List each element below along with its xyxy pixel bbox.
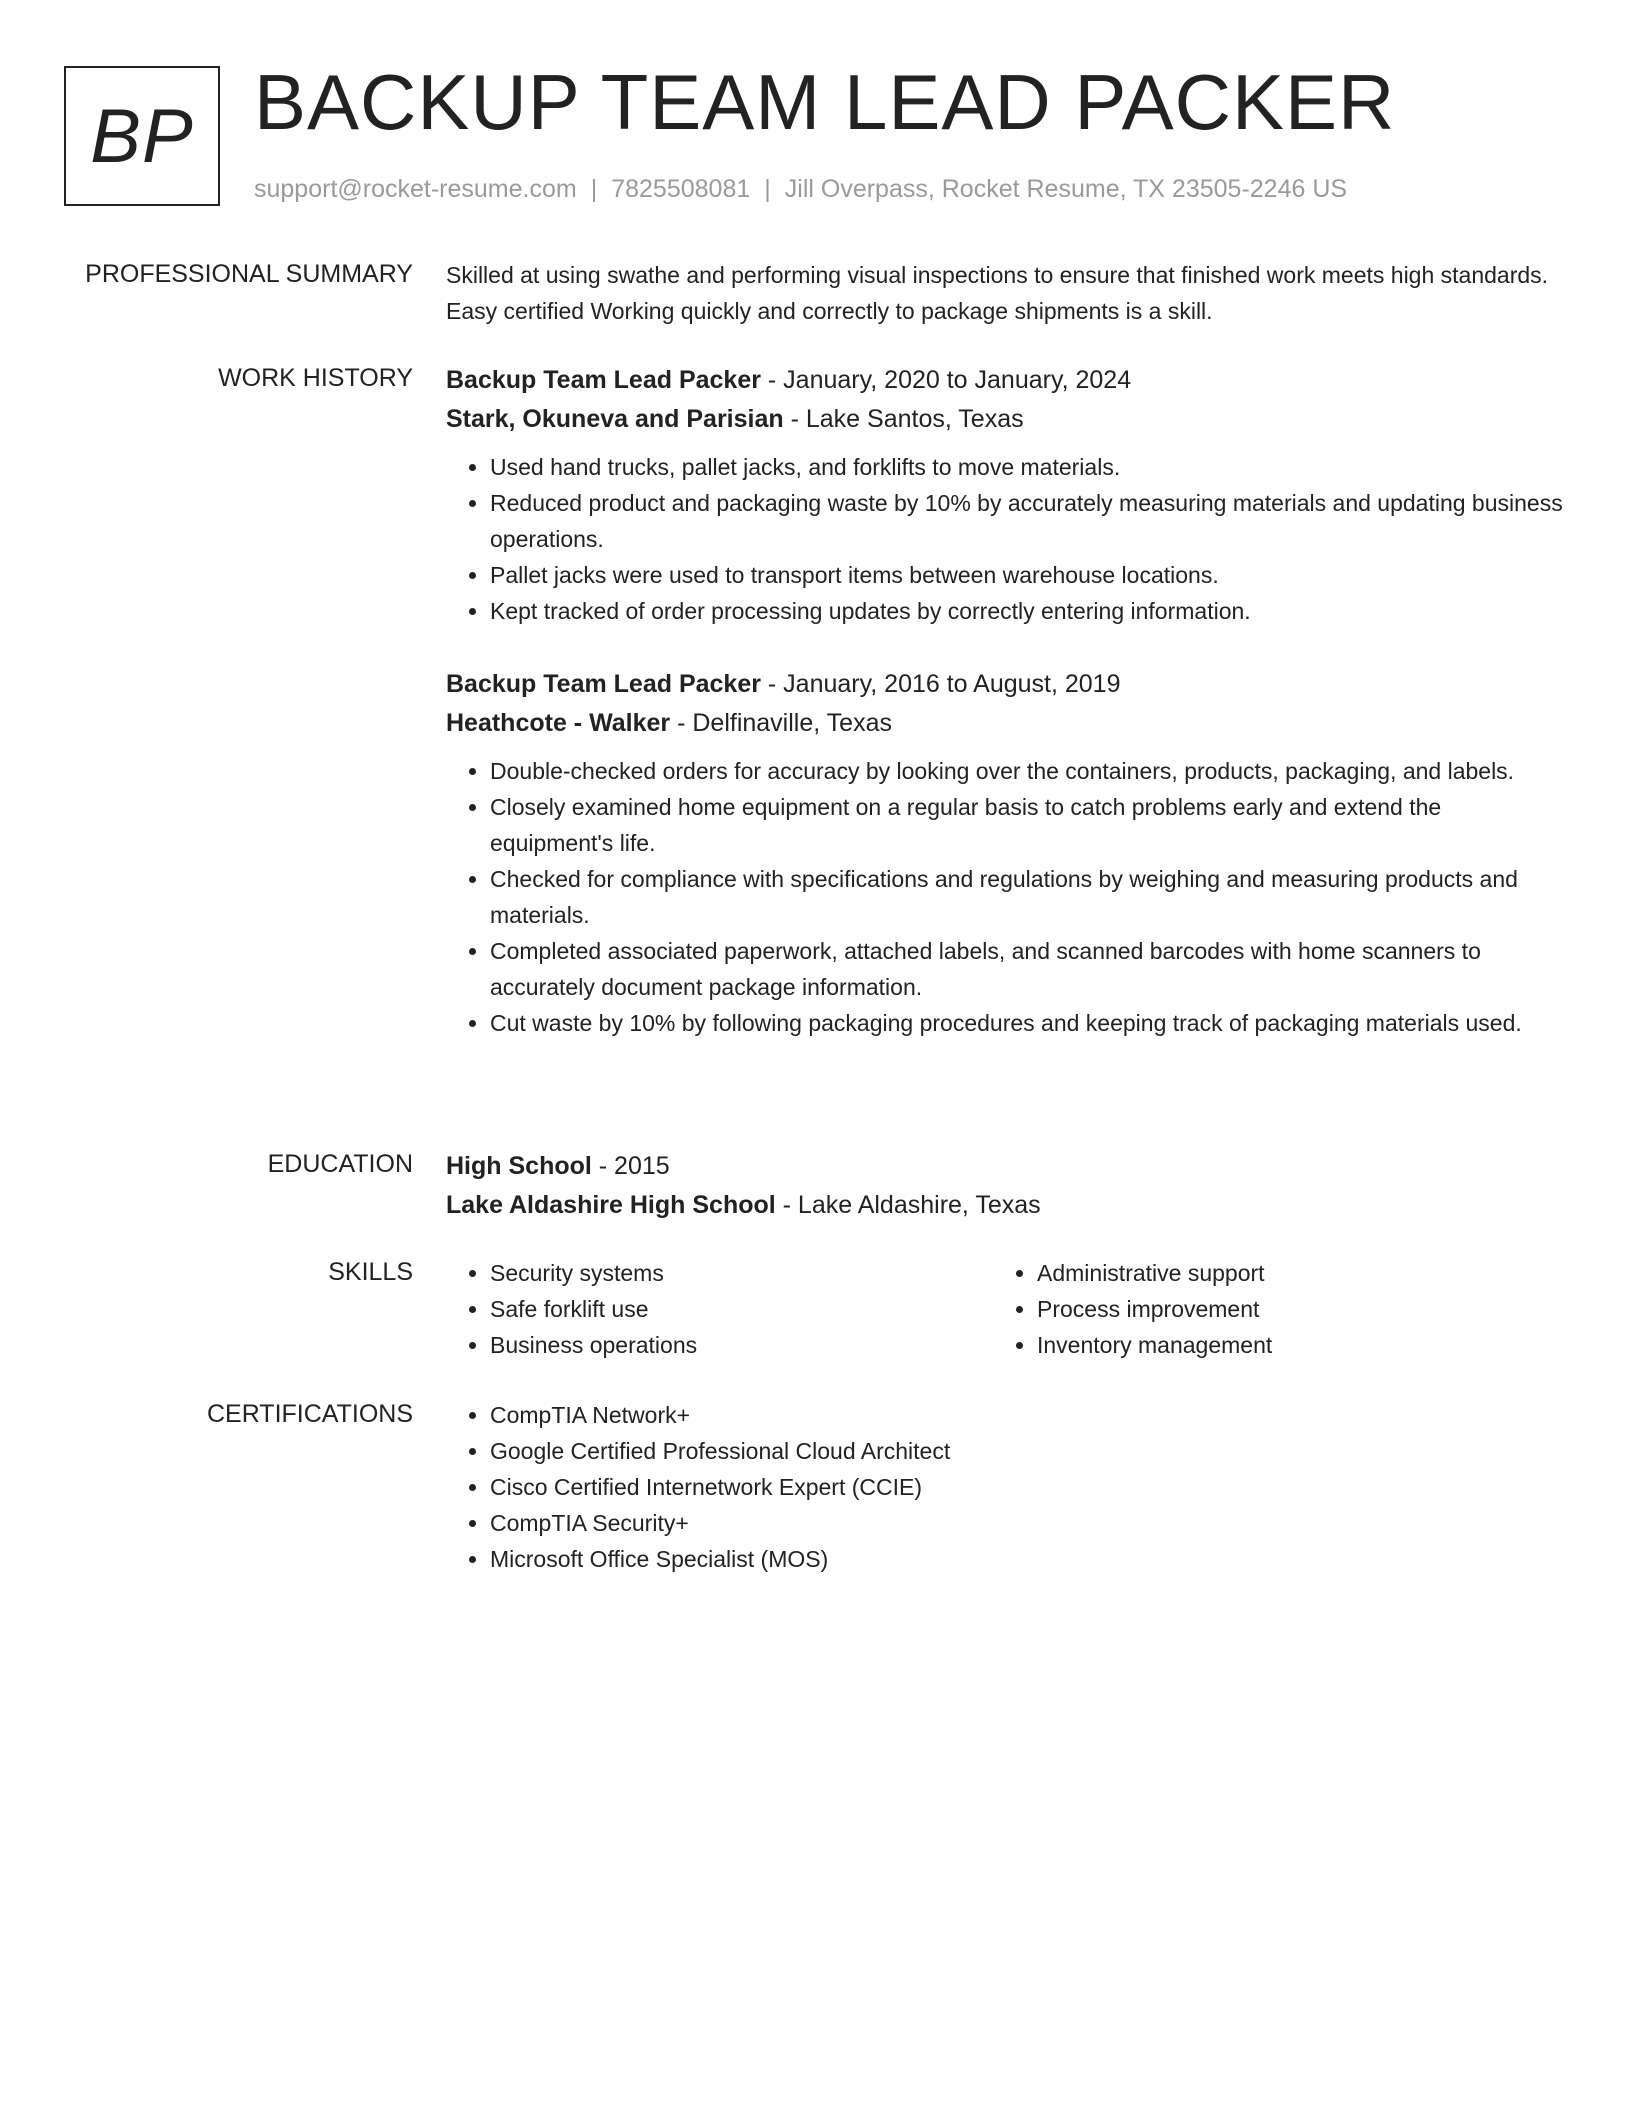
contact-separator: | (764, 175, 771, 203)
skills-list-left (446, 1255, 993, 1363)
job-bullet: • Reduced product and packaging waste by 10% by accurately measuring materials and updating business operations. (490, 485, 1566, 557)
job-company: Stark, Okuneva and Parisian (446, 405, 784, 433)
education-school: Lake Aldashire High School (446, 1191, 776, 1219)
job-company: Heathcote - Walker (446, 709, 671, 737)
certification-item: • CompTIA Network+ (490, 1397, 1566, 1433)
job-location: - Delfinaville, Texas (670, 709, 892, 737)
contact-line (254, 172, 1347, 206)
job-company-line (446, 704, 1566, 743)
job-title-line (446, 665, 1566, 704)
section-title-skills: SKILLS (328, 1258, 413, 1286)
job-entry (446, 665, 1566, 1041)
job-bullets (446, 449, 1566, 629)
certifications-body (446, 1397, 1566, 1577)
job-role: Backup Team Lead Packer (446, 366, 761, 394)
education-degree-line (446, 1147, 1566, 1186)
job-entry (446, 361, 1566, 629)
certification-item: • Microsoft Office Specialist (MOS) (490, 1541, 1566, 1577)
job-location: - Lake Santos, Texas (783, 405, 1024, 433)
contact-phone: 7825508081 (611, 175, 751, 203)
work-history-body (446, 361, 1566, 1041)
section-title-certifications: CERTIFICATIONS (206, 1400, 413, 1428)
education-body (446, 1147, 1566, 1225)
candidate-name: BACKUP TEAM LEAD PACKER (254, 58, 1396, 146)
skill-item: • Inventory management (1037, 1327, 1540, 1363)
education-school-line (446, 1186, 1566, 1225)
education-degree: High School (446, 1152, 592, 1180)
skill-item: • Security systems (490, 1255, 993, 1291)
skills-grid (446, 1255, 1566, 1363)
education-year: - 2015 (591, 1152, 670, 1180)
job-bullet: • Double-checked orders for accuracy by looking over the containers, products, packaging, and labels. (490, 753, 1566, 789)
job-bullet: • Checked for compliance with specifications and regulations by weighing and measuring products and materials. (490, 861, 1566, 933)
skills-list-right (993, 1255, 1540, 1363)
skill-item: • Process improvement (1037, 1291, 1540, 1327)
certification-item: • Cisco Certified Internetwork Expert (CCIE) (490, 1469, 1566, 1505)
job-bullet: • Used hand trucks, pallet jacks, and forklifts to move materials. (490, 449, 1566, 485)
skill-item: • Safe forklift use (490, 1291, 993, 1327)
contact-email: support@rocket-resume.com (254, 175, 577, 203)
section-title-education: EDUCATION (267, 1150, 413, 1178)
job-role: Backup Team Lead Packer (446, 670, 761, 698)
certification-item: • Google Certified Professional Cloud Architect (490, 1433, 1566, 1469)
job-bullet: • Pallet jacks were used to transport items between warehouse locations. (490, 557, 1566, 593)
summary-text: Skilled at using swathe and performing visual inspections to ensure that finished work meets high standards. Easy certified Working quickly and correctly to package shipments is a skill. (446, 262, 1549, 324)
job-bullets (446, 753, 1566, 1041)
skills-body (446, 1255, 1566, 1363)
skill-item: • Business operations (490, 1327, 993, 1363)
job-bullet: • Kept tracked of order processing updates by correctly entering information. (490, 593, 1566, 629)
job-dates: - January, 2016 to August, 2019 (760, 670, 1121, 698)
skill-item: • Administrative support (1037, 1255, 1540, 1291)
monogram-logo: BP (64, 66, 220, 206)
education-location: - Lake Aldashire, Texas (775, 1191, 1041, 1219)
certification-item: • CompTIA Security+ (490, 1505, 1566, 1541)
job-dates: - January, 2020 to January, 2024 (760, 366, 1132, 394)
job-bullet: • Completed associated paperwork, attached labels, and scanned barcodes with home scanners to accurately document package information. (490, 933, 1566, 1005)
contact-address: Jill Overpass, Rocket Resume, TX 23505-2246 US (784, 175, 1348, 203)
section-title-summary: PROFESSIONAL SUMMARY (85, 260, 413, 288)
certifications-list (446, 1397, 1566, 1577)
job-bullet: • Closely examined home equipment on a regular basis to catch problems early and extend the equipment's life. (490, 789, 1566, 861)
contact-separator: | (590, 175, 598, 203)
job-title-line (446, 361, 1566, 400)
section-title-work-history: WORK HISTORY (218, 364, 413, 392)
job-company-line (446, 400, 1566, 439)
job-bullet: • Cut waste by 10% by following packaging procedures and keeping track of packaging materials used. (490, 1005, 1566, 1041)
